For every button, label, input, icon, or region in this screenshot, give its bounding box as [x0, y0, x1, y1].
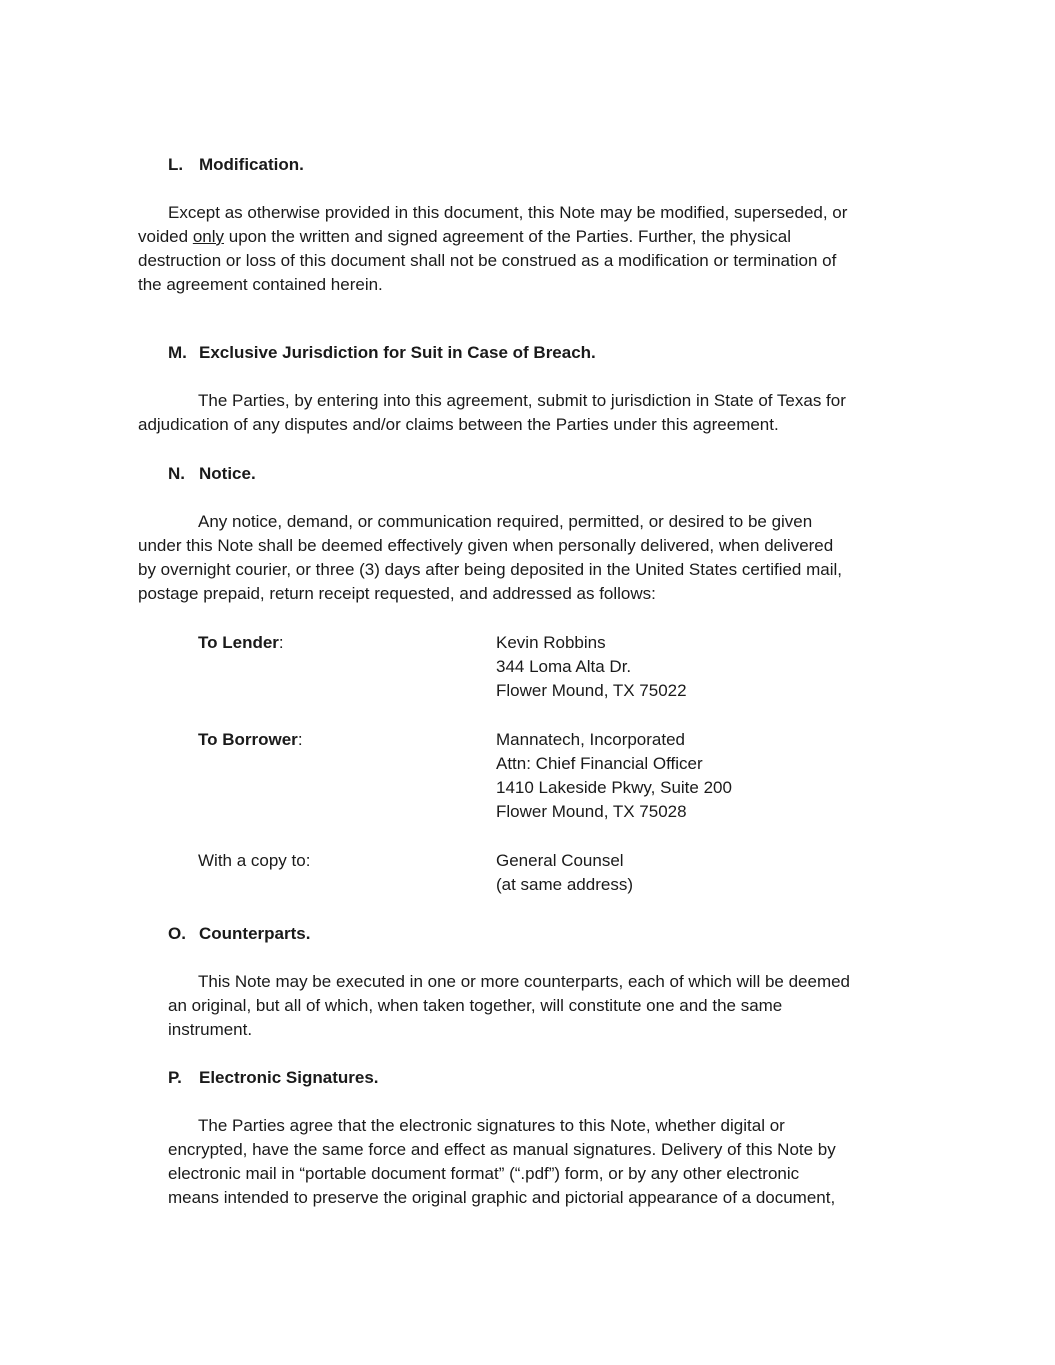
paragraph-line: Any notice, demand, or communication required, permitted, or desired to be given: [198, 512, 813, 531]
address-label-copy: With a copy to:: [198, 851, 311, 870]
address-line: 344 Loma Alta Dr.: [496, 657, 632, 676]
section-letter: L.: [168, 155, 184, 174]
address-line: (at same address): [496, 875, 633, 894]
section-title: Exclusive Jurisdiction for Suit in Case of Breach.: [199, 343, 596, 362]
paragraph-line: instrument.: [168, 1020, 253, 1039]
paragraph-line: by overnight courier, or three (3) days after being deposited in the United States certified mail,: [138, 560, 842, 579]
section-title: Electronic Signatures.: [199, 1068, 379, 1087]
paragraph-line: destruction or loss of this document shall not be construed as a modification or termination of: [138, 251, 837, 270]
section-heading-notice: [168, 462, 256, 486]
section-letter: O.: [168, 924, 186, 943]
section-title: Notice.: [199, 464, 256, 483]
label-text: To Borrower: [198, 730, 298, 749]
paragraph-line: [138, 225, 791, 249]
text-rest: upon the written and signed agreement of the Parties. Further, the physical: [228, 227, 792, 246]
section-letter: N.: [168, 464, 185, 483]
address-line: Kevin Robbins: [496, 633, 606, 652]
paragraph-line: the agreement contained herein.: [138, 275, 383, 294]
address-line: Flower Mound, TX 75028: [496, 802, 687, 821]
paragraph-line: an original, but all of which, when taken together, will constitute one and the same: [168, 996, 783, 1015]
address-line: Attn: Chief Financial Officer: [496, 754, 703, 773]
text-prefix: voided: [138, 227, 193, 246]
address-line: General Counsel: [496, 851, 624, 870]
address-label-borrower: [198, 728, 303, 752]
paragraph-line: adjudication of any disputes and/or claims between the Parties under this agreement.: [138, 415, 779, 434]
underlined-emphasis: only: [192, 227, 225, 246]
paragraph-line: electronic mail in “portable document format” (“.pdf”) form, or by any other electronic: [168, 1164, 800, 1183]
section-title: Counterparts.: [199, 924, 311, 943]
paragraph-line: encrypted, have the same force and effect as manual signatures. Delivery of this Note by: [168, 1140, 836, 1159]
paragraph-line: The Parties agree that the electronic signatures to this Note, whether digital or: [198, 1116, 785, 1135]
address-line: 1410 Lakeside Pkwy, Suite 200: [496, 778, 732, 797]
label-colon: :: [297, 730, 303, 749]
section-heading-jurisdiction: [168, 341, 596, 365]
paragraph-line: This Note may be executed in one or more counterparts, each of which will be deemed: [198, 972, 851, 991]
section-heading-counterparts: [168, 922, 310, 946]
paragraph-line: under this Note shall be deemed effectively given when personally delivered, when delivered: [138, 536, 834, 555]
label-colon: :: [278, 633, 284, 652]
section-letter: P.: [168, 1068, 182, 1087]
paragraph-line: The Parties, by entering into this agreement, submit to jurisdiction in State of Texas for: [198, 391, 846, 410]
label-text: To Lender: [198, 633, 279, 652]
address-label-lender: [198, 631, 284, 655]
section-title: Modification.: [199, 155, 304, 174]
section-heading-modification: [168, 153, 304, 177]
paragraph-line: Except as otherwise provided in this document, this Note may be modified, superseded, or: [168, 203, 848, 222]
address-line: Mannatech, Incorporated: [496, 730, 686, 749]
paragraph-line: means intended to preserve the original graphic and pictorial appearance of a document,: [168, 1188, 836, 1207]
paragraph-line: postage prepaid, return receipt requested, and addressed as follows:: [138, 584, 656, 603]
address-line: Flower Mound, TX 75022: [496, 681, 687, 700]
section-letter: M.: [168, 343, 187, 362]
section-heading-electronic-signatures: [168, 1066, 379, 1090]
